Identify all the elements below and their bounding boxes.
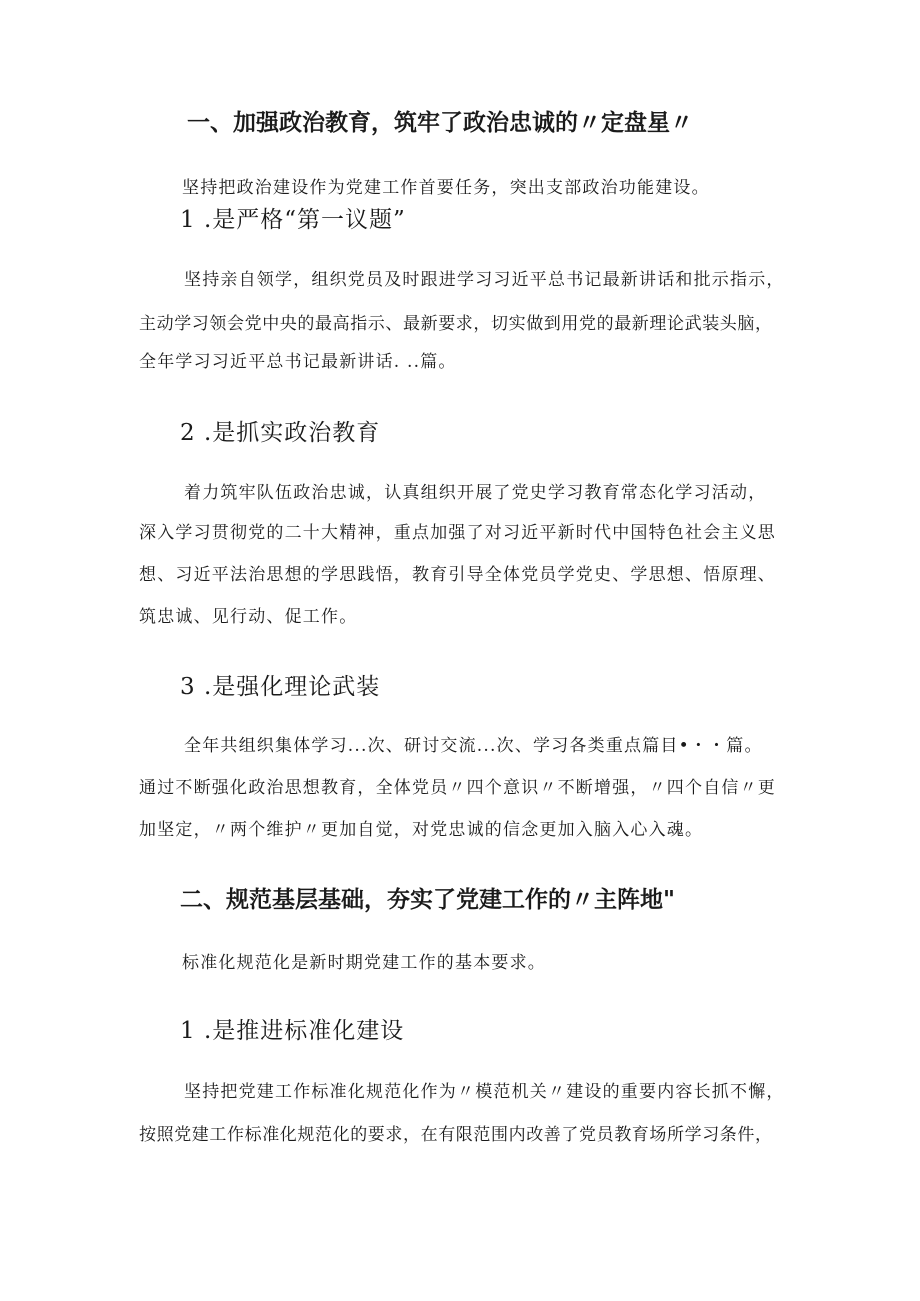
paragraph-line: 加坚定，〃两个维护〃更加自觉，对党忠诚的信念更加入脑入心入魂。 <box>139 820 704 840</box>
paragraph-line: 深入学习贯彻党的二十大精神，重点加强了对习近平新时代中国特色社会主义思 <box>139 523 776 543</box>
item-title-1-3: 3 .是强化理论武装 <box>180 674 381 700</box>
paragraph-line: 通过不断强化政治思想教育，全体党员〃四个意识〃不断增强，〃四个自信〃更 <box>139 778 776 798</box>
paragraph-line: 全年共组织集体学习...次、研讨交流...次、学习各类重点篇目•・・篇。 <box>184 736 763 756</box>
paragraph-line: 筑忠诚、见行动、促工作。 <box>139 607 358 627</box>
paragraph-line: 坚持亲自领学，组织党员及时跟进学习习近平总书记最新讲话和批示指示， <box>184 270 785 290</box>
section-heading-1: 一、加强政治教育，筑牢了政治忠诚的〃定盘星〃 <box>187 110 693 136</box>
paragraph-line: 全年学习习近平总书记最新讲话. ..篇。 <box>139 352 457 372</box>
paragraph-line: 着力筑牢队伍政治忠诚，认真组织开展了党史学习教育常态化学习活动， <box>184 483 767 503</box>
paragraph-line: 坚持把党建工作标准化规范化作为〃模范机关〃建设的重要内容长抓不懈， <box>184 1082 785 1102</box>
item-title-2-1: 1 .是推进标准化建设 <box>180 1018 405 1044</box>
paragraph-line: 想、习近平法治思想的学思践悟，教育引导全体党员学党史、学思想、悟原理、 <box>139 565 776 585</box>
paragraph-line: 按照党建工作标准化规范化的要求，在有限范围内改善了党员教育场所学习条件， <box>139 1125 773 1145</box>
section-intro-2: 标准化规范化是新时期党建工作的基本要求。 <box>182 953 546 973</box>
section-intro-1: 坚持把政治建设作为党建工作首要任务，突出支部政治功能建设。 <box>182 178 710 198</box>
section-heading-2: 二、规范基层基础，夯实了党建工作的〃主阵地" <box>180 887 675 913</box>
item-title-1-1: 1 .是严格“第一议题” <box>180 207 406 233</box>
paragraph-line: 主动学习领会党中央的最高指示、最新要求，切实做到用党的最新理论武装头脑， <box>139 314 773 334</box>
item-title-1-2: 2 .是抓实政治教育 <box>180 420 381 446</box>
